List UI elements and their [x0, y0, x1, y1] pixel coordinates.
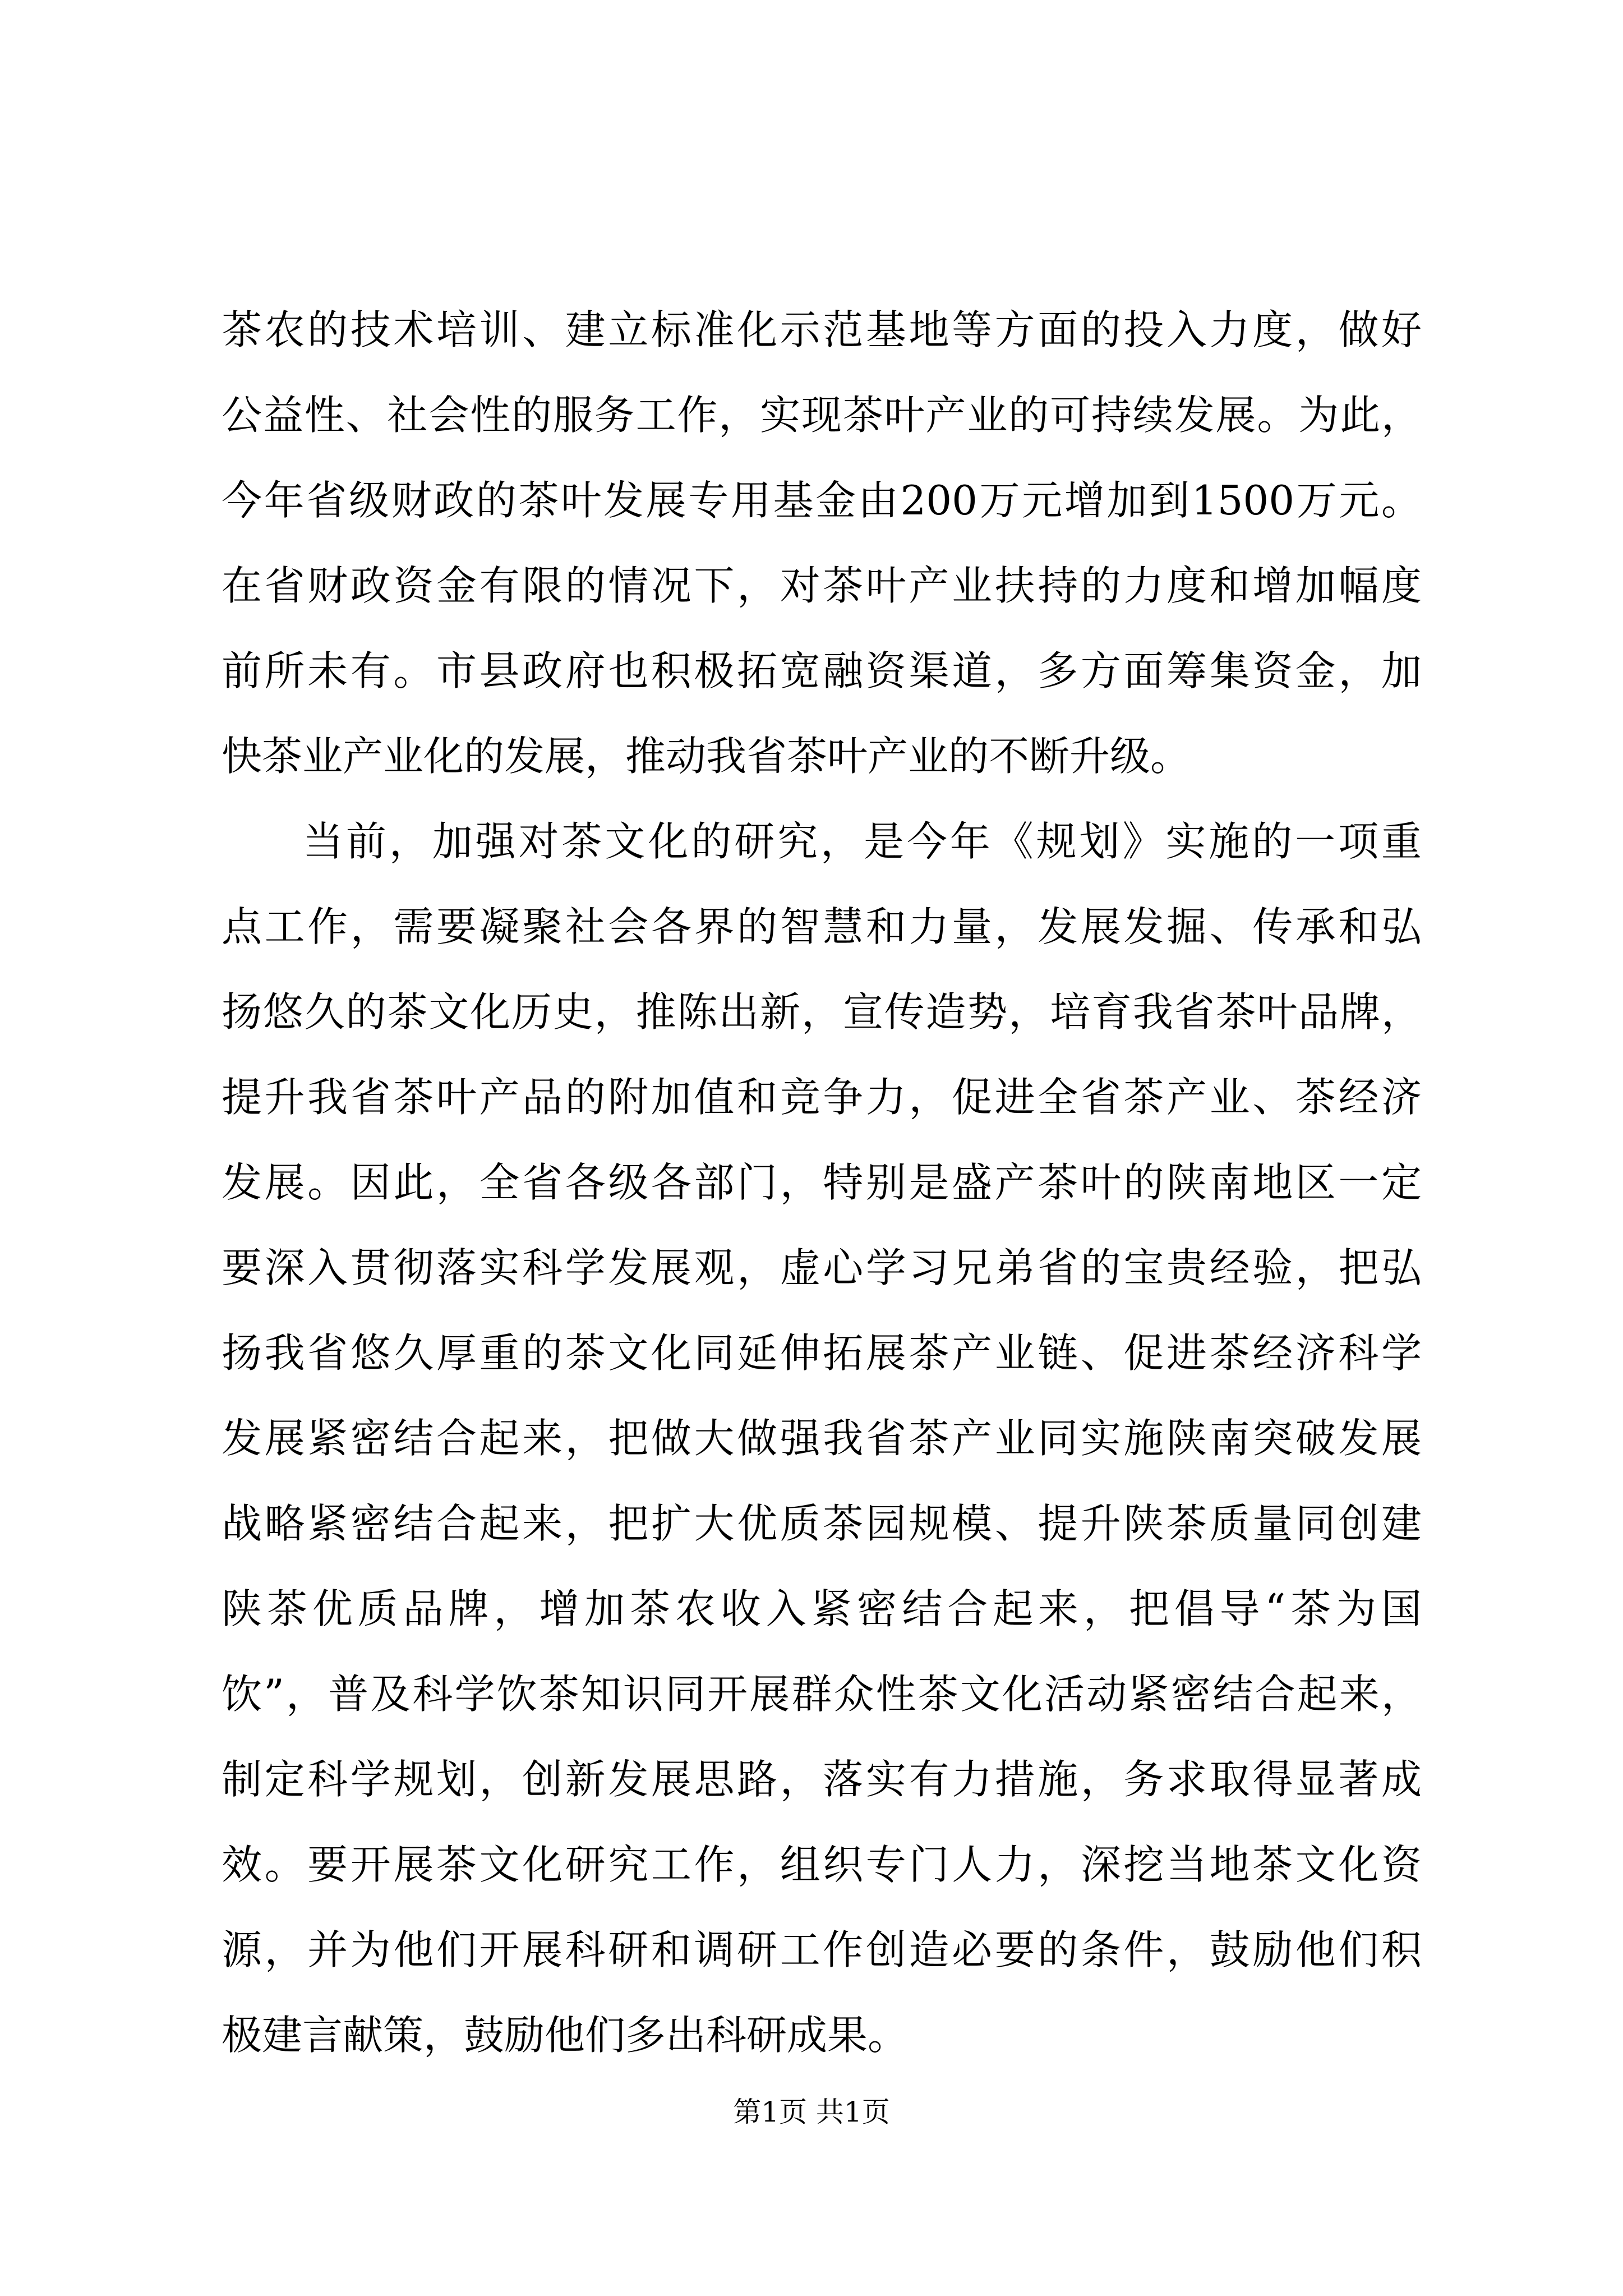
text-line: 提升我省茶叶产品的附加值和竞争力，促进全省茶产业、茶经济: [222, 1074, 1422, 1121]
text-line: 源，并为他们开展科研和调研工作创造必要的条件，鼓励他们积: [222, 1926, 1422, 1973]
text-line: 茶农的技术培训、建立标准化示范基地等方面的投入力度，做好: [222, 306, 1422, 353]
text-line: 要深入贯彻落实科学发展观，虚心学习兄弟省的宝贵经验，把弘: [222, 1244, 1422, 1291]
text-line: 发展紧密结合起来，把做大做强我省茶产业同实施陕南突破发展: [222, 1415, 1422, 1462]
text-line: 饮”，普及科学饮茶知识同开展群众性茶文化活动紧密结合起来，: [222, 1671, 1422, 1718]
text-line: 陕茶优质品牌，增加茶农收入紧密结合起来，把倡导“茶为国: [222, 1585, 1422, 1632]
text-line: 今年省级财政的茶叶发展专用基金由200万元增加到1500万元。: [222, 477, 1422, 524]
text-line: 在省财政资金有限的情况下，对茶叶产业扶持的力度和增加幅度: [222, 562, 1422, 609]
text-line: 扬我省悠久厚重的茶文化同延伸拓展茶产业链、促进茶经济科学: [222, 1329, 1422, 1377]
text-line: 战略紧密结合起来，把扩大优质茶园规模、提升陕茶质量同创建: [222, 1500, 1422, 1547]
text-line: 公益性、社会性的服务工作，实现茶叶产业的可持续发展。为此，: [222, 392, 1422, 439]
text-line: 极建言献策，鼓励他们多出科研成果。: [222, 2012, 909, 2059]
text-line: 前所未有。市县政府也积极拓宽融资渠道，多方面筹集资金，加: [222, 647, 1422, 694]
page-number-footer: 第1页 共1页: [733, 2096, 890, 2128]
text-line: 效。要开展茶文化研究工作，组织专门人力，深挖当地茶文化资: [222, 1841, 1422, 1888]
text-line: 快茶业产业化的发展，推动我省茶叶产业的不断升级。: [222, 733, 1191, 780]
paragraph-first-line: 当前，加强对茶文化的研究，是今年《规划》实施的一项重: [303, 818, 1422, 865]
text-line: 点工作，需要凝聚社会各界的智慧和力量，发展发掘、传承和弘: [222, 903, 1422, 950]
text-line: 制定科学规划，创新发展思路，落实有力措施，务求取得显著成: [222, 1756, 1422, 1803]
text-line: 扬悠久的茶文化历史，推陈出新，宣传造势，培育我省茶叶品牌，: [222, 988, 1422, 1036]
text-line: 发展。因此，全省各级各部门，特别是盛产茶叶的陕南地区一定: [222, 1159, 1422, 1206]
